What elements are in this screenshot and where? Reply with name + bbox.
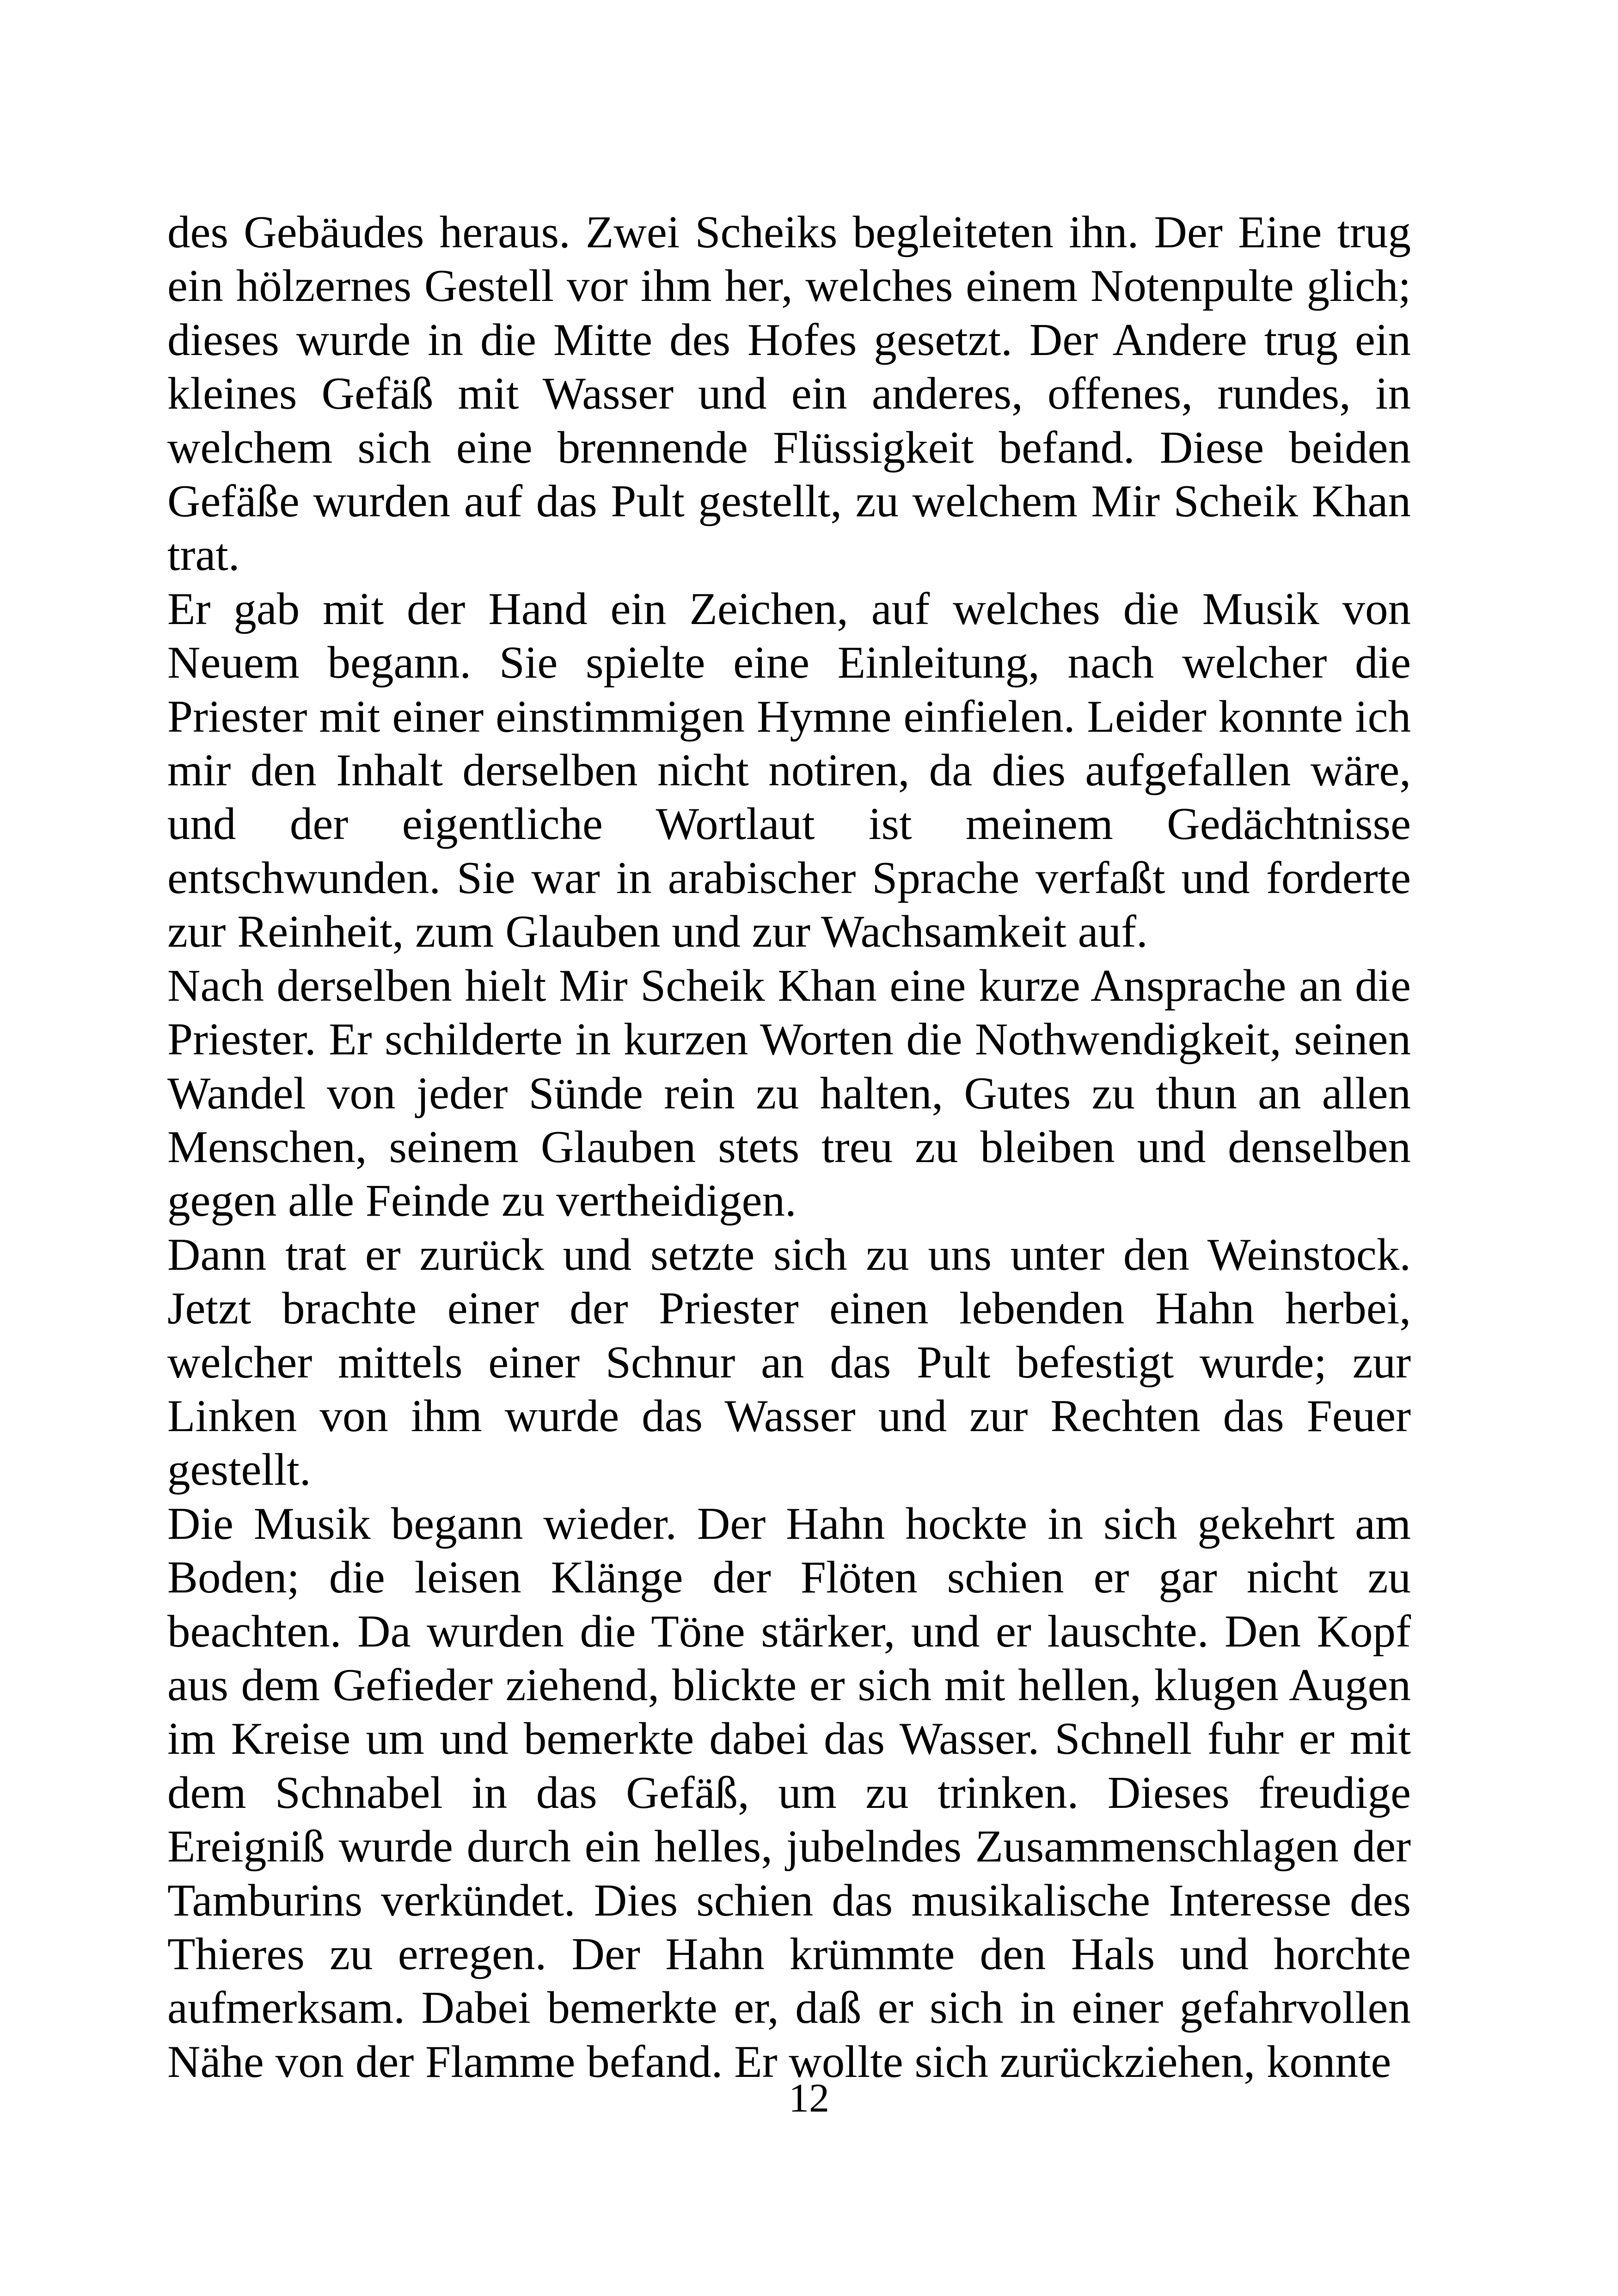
paragraph-1: des Gebäudes heraus. Zwei Scheiks begleiteten ihn. Der Eine trug ein hölzernes Gestell vor ihm her, welches einem Notenpulte glich; dieses wurde in die Mitte des Hofes gesetzt. Der Andere trug ein kleines Gefäß mit Wasser und ein anderes, offenes, rundes, in welchem sich eine brennende Flüssigkeit befand. Diese beiden Gefäße wurden auf das Pult gestellt, zu welchem Mir Scheik Khan trat. [167, 207, 1411, 581]
body-text [167, 206, 1411, 2089]
paragraph-4: Dann trat er zurück und setzte sich zu uns unter den Weinstock. Jetzt brachte einer der Priester einen lebenden Hahn herbei, welcher mittels einer Schnur an das Pult befestigt wurde; zur Linken von ihm wurde das Wasser und zur Rechten das Feuer gestellt. [167, 1229, 1411, 1495]
paragraph-3: Nach derselben hielt Mir Scheik Khan eine kurze Ansprache an die Priester. Er schilderte in kurzen Worten die Nothwendigkeit, seinen Wandel von jeder Sünde rein zu halten, Gutes zu thun an allen Menschen, seinem Glauben stets treu zu bleiben und denselben gegen alle Feinde zu vertheidigen. [167, 960, 1411, 1226]
page-number: 12 [789, 2076, 829, 2121]
paragraph-5: Die Musik begann wieder. Der Hahn hockte in sich gekehrt am Boden; die leisen Klänge der Flöten schien er gar nicht zu beachten. Da wurden die Töne stärker, und er lauschte. Den Kopf aus dem Gefieder ziehend, blickte er sich mit hellen, klugen Augen im Kreise um und bemerkte dabei das Wasser. Schnell fuhr er mit dem Schnabel in das Gefäß, um zu trinken. Dieses freudige Ereigniß wurde durch ein helles, jubelndes Zusammenschlagen der Tamburins verkündet. Dies schien das musikalische Interesse des Thieres zu erregen. Der Hahn krümmte den Hals und horchte aufmerksam. Dabei bemerkte er, daß er sich in einer gefahrvollen Nähe von der Flamme befand. Er wollte sich zurückziehen, konnte [167, 1498, 1411, 2087]
paragraph-2: Er gab mit der Hand ein Zeichen, auf welches die Musik von Neuem begann. Sie spielte eine Einleitung, nach welcher die Priester mit einer einstimmigen Hymne einfielen. Leider konnte ich mir den Inhalt derselben nicht notiren, da dies aufgefallen wäre, und der eigentliche Wortlaut ist meinem Gedächtnisse entschwunden. Sie war in arabischer Sprache verfaßt und forderte zur Reinheit, zum Glauben und zur Wachsamkeit auf. [167, 583, 1411, 957]
